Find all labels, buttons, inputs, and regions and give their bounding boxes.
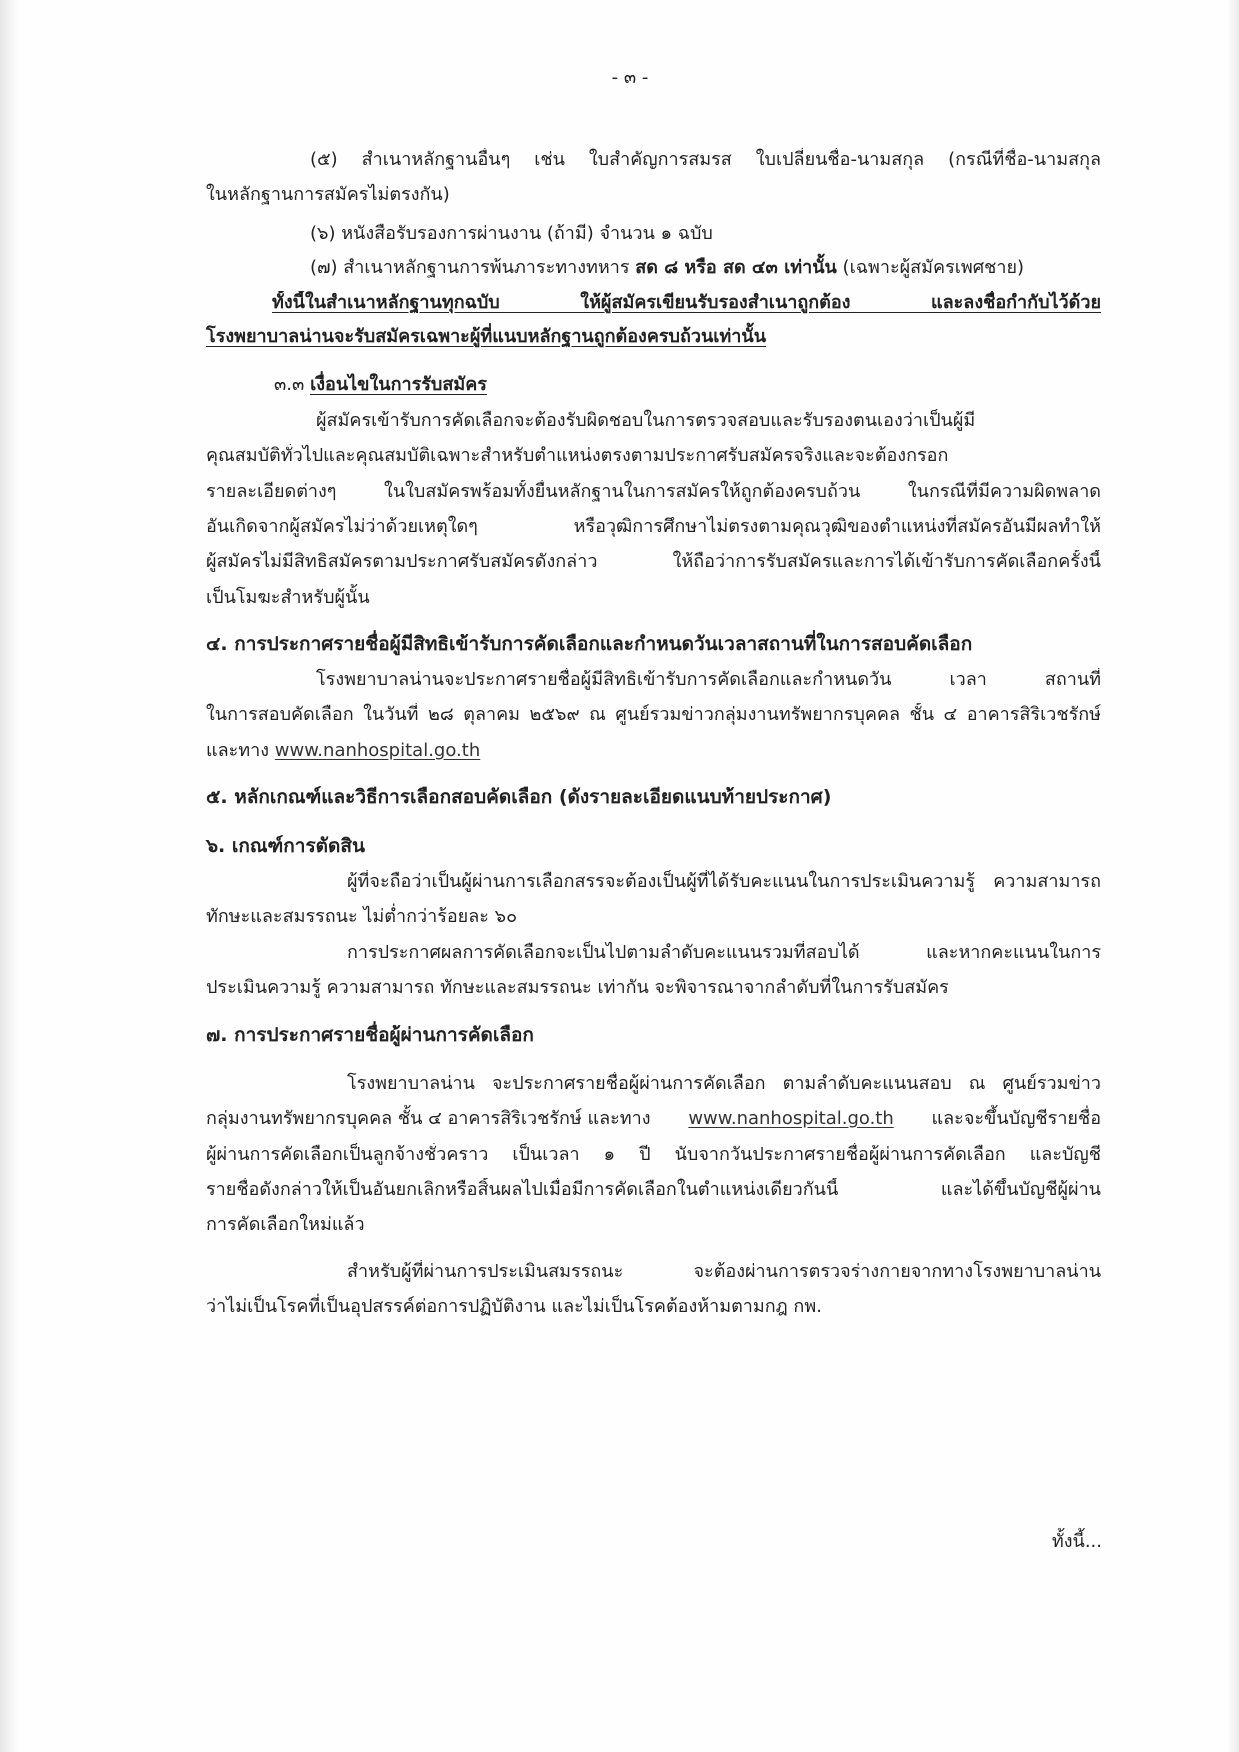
continuation-marker: ทั้งนี้... — [1051, 1531, 1102, 1552]
paragraph-6-line-3: การประกาศผลการคัดเลือกจะเป็นไปตามลำดับคะแนนรวมที่สอบได้ และหากคะแนนในการ — [347, 942, 1101, 963]
list-item-7-note: (เฉพาะผู้สมัครเพศชาย) — [836, 257, 1025, 278]
paragraph-7-line-2-tail: และจะขึ้นบัญชีรายชื่อ — [931, 1108, 1101, 1129]
paragraph-3-3-line-1: ผู้สมัครเข้ารับการคัดเลือกจะต้องรับผิดชอบในการตรวจสอบและรับรองตนเองว่าเป็นผู้มี — [316, 410, 976, 431]
paragraph-4-line-2: ในการสอบคัดเลือก ในวันที่ ๒๘ ตุลาคม ๒๕๖๙ ณ ศูนย์รวมข่าวกลุ่มงานทรัพยากรบุคคล ชั้น ๔ อาคารสิริเวชรักษ์ — [206, 704, 1101, 725]
page-number: - ๓ - — [611, 67, 649, 88]
paragraph-7-line-5: การคัดเลือกใหม่แล้ว — [206, 1214, 365, 1235]
paragraph-7-line-4: รายชื่อดังกล่าวให้เป็นอันยกเลิกหรือสิ้นผลไปเมื่อมีการคัดเลือกในตำแหน่งเดียวกันนี้ และได้ขึ้นบัญชีผู้ผ่าน — [206, 1179, 1101, 1200]
section-3-3-heading — [274, 373, 487, 397]
scan-edge-right — [1227, 0, 1239, 1752]
paragraph-7-line-2-text: กลุ่มงานทรัพยากรบุคคล ชั้น ๔ อาคารสิริเวชรักษ์ และทาง — [206, 1108, 651, 1129]
list-item-7-bold: สด ๘ หรือ สด ๔๓ เท่านั้น — [635, 257, 837, 278]
paragraph-6-line-1: ผู้ที่จะถือว่าเป็นผู้ผ่านการเลือกสรรจะต้องเป็นผู้ที่ได้รับคะแนนในการประเมินความรู้ ความสามารถ — [347, 871, 1101, 892]
paragraph-4-line-3-text: และทาง — [206, 740, 275, 761]
paragraph-4-line-1: โรงพยาบาลน่านจะประกาศรายชื่อผู้มีสิทธิเข้ารับการคัดเลือกและกำหนดวัน เวลา สถานที่ — [316, 669, 1101, 690]
paragraph-7-line-1: โรงพยาบาลน่าน จะประกาศรายชื่อผู้ผ่านการคัดเลือก ตามลำดับคะแนนสอบ ณ ศูนย์รวมข่าว — [347, 1073, 1101, 1094]
hospital-website-link[interactable]: www.nanhospital.go.th — [274, 740, 481, 761]
list-item-7 — [310, 256, 1024, 280]
paragraph-6-line-2: ทักษะและสมรรถนะ ไม่ต่ำกว่าร้อยละ ๖๐ — [206, 906, 518, 927]
paragraph-3-3-line-5: ผู้สมัครไม่มีสิทธิสมัครตามประกาศรับสมัครดังกล่าว ให้ถือว่าการรับสมัครและการได้เข้ารับการคัดเลือกครั้งนี้ — [206, 551, 1101, 572]
section-3-3-number: ๓.๓ — [274, 374, 311, 395]
section-6-heading: ๖. เกณฑ์การตัดสิน — [206, 835, 365, 857]
section-3-3-title: เงื่อนไขในการรับสมัคร — [310, 374, 487, 395]
paragraph-7-line-3: ผู้ผ่านการคัดเลือกเป็นลูกจ้างชั่วคราว เป็นเวลา ๑ ปี นับจากวันประกาศรายชื่อผู้ผ่านการคัดเลือก และบัญชี — [206, 1144, 1101, 1165]
paragraph-6-line-4: ประเมินความรู้ ความสามารถ ทักษะและสมรรถนะ เท่ากัน จะพิจารณาจากลำดับที่ในการรับสมัคร — [206, 977, 949, 998]
scan-edge-left — [0, 0, 18, 1752]
paragraph-4-line-3 — [206, 739, 480, 763]
section-7-heading: ๗. การประกาศรายชื่อผู้ผ่านการคัดเลือก — [206, 1024, 534, 1046]
paragraph-3-3-line-2: คุณสมบัติทั่วไปและคุณสมบัติเฉพาะสำหรับตำแหน่งตรงตามประกาศรับสมัครจริงและจะต้องกรอก — [206, 445, 949, 466]
hospital-website-link-2[interactable]: www.nanhospital.go.th — [688, 1108, 894, 1129]
paragraph-8-line-2: ว่าไม่เป็นโรคที่เป็นอุปสรรค์ต่อการปฏิบัติงาน และไม่เป็นโรคต้องห้ามตามกฎ กพ. — [206, 1296, 822, 1317]
section-4-heading: ๔. การประกาศรายชื่อผู้มีสิทธิเข้ารับการคัดเลือกและกำหนดวันเวลาสถานที่ในการสอบคัดเลือก — [206, 633, 973, 655]
paragraph-8-line-1: สำหรับผู้ที่ผ่านการประเมินสมรรถนะ จะต้องผ่านการตรวจร่างกายจากทางโรงพยาบาลน่าน — [347, 1261, 1101, 1282]
paragraph-3-3-line-4: อันเกิดจากผู้สมัครไม่ว่าด้วยเหตุใดๆ หรือวุฒิการศึกษาไม่ตรงตามคุณวุฒิของตำแหน่งที่สมัครอันมีผลทำให้ — [206, 516, 1101, 537]
section-5-heading: ๕. หลักเกณฑ์และวิธีการเลือกสอบคัดเลือก (ดังรายละเอียดแนบท้ายประกาศ) — [206, 786, 832, 808]
list-item-5: (๕) สำเนาหลักฐานอื่นๆ เช่น ใบสำคัญการสมรส ใบเปลี่ยนชื่อ-นามสกุล (กรณีที่ชื่อ-นามสกุล — [310, 149, 1101, 170]
list-item-7-text: (๗) สำเนาหลักฐานการพ้นภาระทางทหาร — [310, 257, 636, 278]
paragraph-3-3-line-3: รายละเอียดต่างๆ ในใบสมัครพร้อมทั้งยื่นหลักฐานในการสมัครให้ถูกต้องครบถ้วน ในกรณีที่มีความผิดพลาด — [206, 481, 1101, 502]
list-item-6: (๖) หนังสือรับรองการผ่านงาน (ถ้ามี) จำนวน ๑ ฉบับ — [310, 223, 713, 244]
certification-note: ทั้งนี้ในสำเนาหลักฐานทุกฉบับ ให้ผู้สมัครเขียนรับรองสำเนาถูกต้อง และลงชื่อกำกับไว้ด้วย — [272, 292, 1101, 313]
paragraph-3-3-line-6: เป็นโมฆะสำหรับผู้นั้น — [206, 587, 370, 608]
list-item-5-cont: ในหลักฐานการสมัครไม่ตรงกัน) — [206, 184, 450, 205]
paragraph-7-line-2 — [206, 1107, 1101, 1131]
certification-note-cont: โรงพยาบาลน่านจะรับสมัครเฉพาะผู้ที่แนบหลักฐานถูกต้องครบถ้วนเท่านั้น — [206, 326, 766, 347]
